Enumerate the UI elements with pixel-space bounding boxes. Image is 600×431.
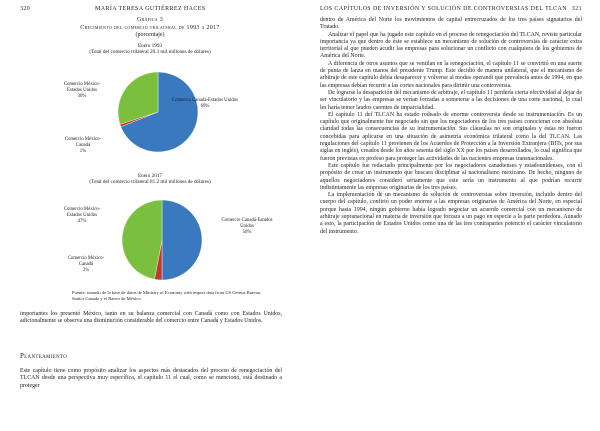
paragraph: importantes los presentó México, tanto en su balanza comercial con Canadá como con Estados Unidos, adicionalmente se observa una disminución considerable del comercio entre Canadá y Estados Unidos. xyxy=(20,311,282,325)
pie2-label-mexico-us xyxy=(58,207,106,224)
running-head: LOS CAPÍTULOS DE INVERSIÓN Y SOLUCIÓN DE CONTROVERSIAS DEL TLCAN xyxy=(320,6,567,12)
pie1-label-canada-us-text: Comercio Canadá-Estados Unidos xyxy=(171,98,239,103)
paragraph: La implementación de un mecanismo de solución de controversias sobre inversión, incluido dentro del cuerpo del capítulo, confirió un poder enorme a las empresas originarias de América del Norte, en especial porque hasta 1994, ningún gobierno había logrado negociar un acuerdo comercial con un mecanismo de arbitraje supranacional en materia de inversión que forzara a un pago en especie a la parte perdedora. Aunado a esto, la participación de Estados Unidos como una de las tres contrapartes potenció el carácter vinculatorio del instrumento. xyxy=(320,192,582,235)
paragraph: Este capítulo fue redactado principalmente por los negociadores canadienses y estadounidenses, con el propósito de crear un instrumento que buscara disciplinar al nacionalismo mexicano. De hecho, ninguno de aquellos negociadores consideró seriamente que este sería un instrumento al que podrían recurrir indistintamente las empresas originarias de los tres países. xyxy=(320,162,582,191)
paragraph: El capítulo 11 del TLCAN ha estado rodeado de enorme controversia desde su instrumentación. Es un capítulo que originalmente fue negociado sin que los negociadores de los tres países conocieran con absoluta claridad todas las consecuencias de su instrumentación. Sus cláusulas no son originales y éstas no fueron concebidas para aplicarse en una situación de asimetría económica trilateral como la del TLCAN. Las regulaciones del capítulo 11 provienen de los Acuerdos de Protección a la Inversión Extranjera (BITs, por sus siglas en inglés), creados desde los años sesenta del siglo XX por los países desarrollados, lo cual significa que fueron previstas ex profeso para proteger las actividades de las nacientes empresas transnacionales. xyxy=(320,111,582,162)
figure-subtitle: (porcentaje) xyxy=(135,32,165,38)
left-paragraph-1 xyxy=(20,311,282,326)
pie1-title: Enero 1993 xyxy=(137,43,163,49)
pie1-label-canada-us-value: 69% xyxy=(200,103,210,109)
right-page xyxy=(300,0,600,431)
pie2-label-canada-us xyxy=(218,218,276,235)
figure-caption xyxy=(50,17,250,40)
page-number: 320 xyxy=(20,6,31,12)
figure-source-note: Fuente: tomado de la base de datos de Ministry of Economy with import data from US Census Bureau, Statics Canada y el Banco de México. xyxy=(72,290,262,301)
figure-label: Gráfica 3 xyxy=(136,17,164,23)
pie-chart-2017 xyxy=(112,190,212,290)
pie1-label-mexico-canada-text: Comercio México-Canadá xyxy=(64,137,102,148)
pie1-label-mexico-us-value: 30% xyxy=(77,93,87,99)
pie2-label-mexico-canada-text: Comercio México-Canadá xyxy=(67,256,105,267)
section-heading: Planteamiento xyxy=(20,352,68,360)
page-number: 321 xyxy=(571,6,582,12)
pie2-subtitle: (Total del comercio trilateral 81.2 mil millones de dólares) xyxy=(89,179,211,186)
pie1-label-mexico-us xyxy=(58,82,106,99)
running-head: MARÍA TERESA GUTIÉRREZ HACES xyxy=(95,6,206,12)
pie1-subtitle: (Total del comercio trilateral 20.3 mil millones de dólares) xyxy=(89,49,211,56)
pie1-label-canada-us xyxy=(170,98,240,110)
right-body-text xyxy=(320,17,582,236)
left-paragraph-2 xyxy=(20,368,282,390)
pie1-header xyxy=(40,43,260,55)
pie2-label-mexico-us-value: 47% xyxy=(77,218,87,224)
paragraph: De lograrse la desaparición del mecanismo de arbitraje, el capítulo 11 perdería cierta efectividad al dejar de ser vinculatorio y las empresas se verían forzadas a someterse a las decisiones de una corte nacional, lo cual les haría temer laudos carentes de imparcialidad. xyxy=(320,89,582,111)
pie2-title: Enero 2017 xyxy=(137,173,163,179)
paragraph: Analizar el papel que ha jugado este capítulo en el proceso de renegociación del TLCAN, reviste particular importancia ya que dentro de éste se establece un mecanismo de solución de controversias de carácter extra territorial al que pueden acudir las empresas para solucionar un conflicto con cualquiera de los gobiernos de América del Norte. xyxy=(320,31,582,60)
paragraph: Este capítulo tiene como propósito analizar los aspectos más destacados del proceso de renegociación del TLCAN desde una perspectiva muy específica, el capítulo 11 el cual, como se mencionó, está destinado a proteger xyxy=(20,368,282,389)
pie2-label-canada-us-value: 50% xyxy=(242,229,252,235)
paragraph: dentro de América del Norte los movimientos de capital entrecruzados de los tres países signatarios del Tratado. xyxy=(320,17,582,31)
figure-title: Crecimiento del comercio trilateral de 1993 a 2017 xyxy=(80,24,220,31)
pie1-label-mexico-canada-value: 1% xyxy=(79,148,87,154)
pie2-header xyxy=(40,173,260,185)
pie-chart-1993 xyxy=(108,62,208,162)
pie2-label-mexico-us-text: Comercio México-Estados Unidos xyxy=(63,207,101,218)
pie2-label-canada-us-text: Comercio Canadá-Estados Unidos xyxy=(221,218,273,229)
pie2-label-mexico-canada-value: 3% xyxy=(82,267,90,273)
pie1-label-mexico-us-text: Comercio México-Estados Unidos xyxy=(63,82,101,93)
paragraph: A diferencia de otros asuntos que se ventilan en la renegociación, el capítulo 11 se convirtió en una suerte de punta de lanza en manos del presidente Trump. Este decidió de manera unilateral, que el mecanismo de arbitraje de este capítulo debía desaparecer y volverse al modus operandi que prevalecía antes de 1994, en que las empresas debían recurrir a las cortes nacionales para dirimir una controversia. xyxy=(320,60,582,89)
pie2-slice-canada-us xyxy=(162,200,202,280)
pie2-label-mexico-canada xyxy=(66,256,106,273)
pie1-label-mexico-canada xyxy=(63,137,103,154)
pie2-slice-mexico-us xyxy=(122,200,162,279)
